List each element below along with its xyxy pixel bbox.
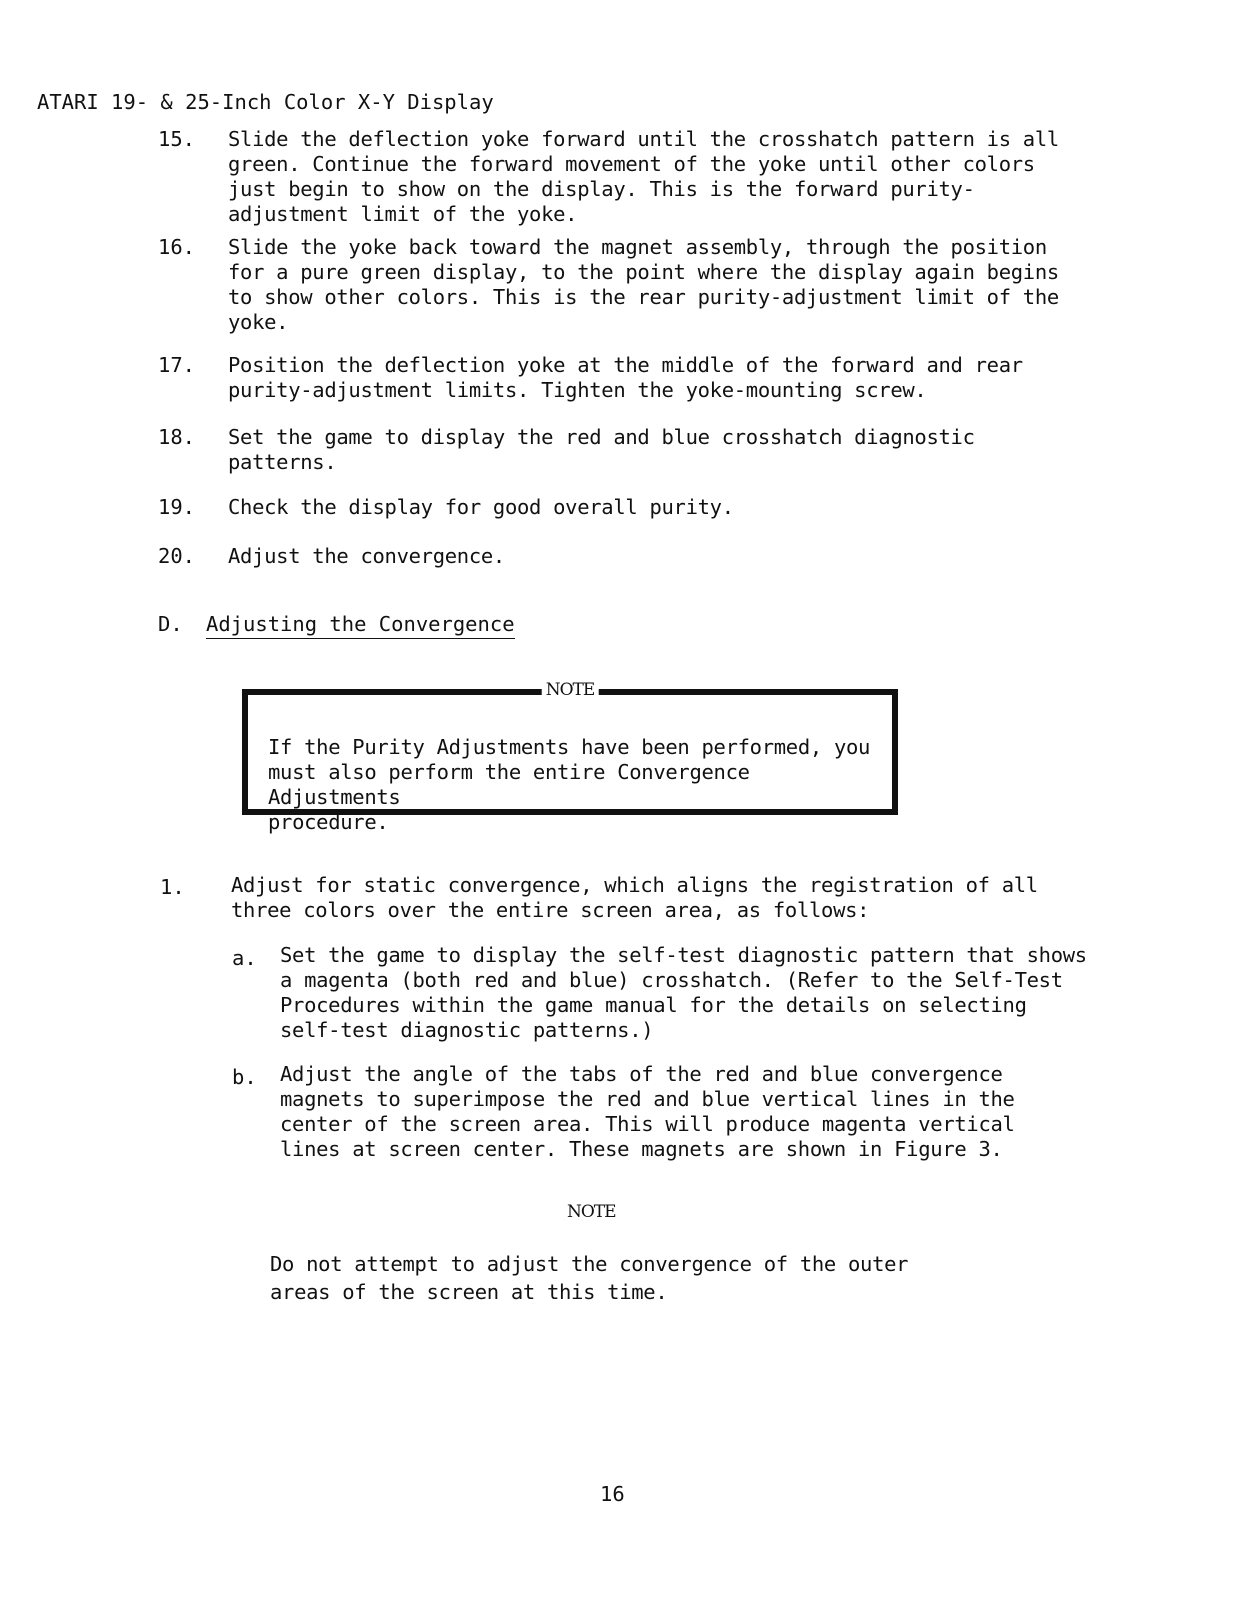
substep-letter: a. xyxy=(232,946,257,970)
page-header: ATARI 19- & 25-Inch Color X-Y Display xyxy=(37,90,494,114)
note-box-title: NOTE xyxy=(542,679,599,701)
step-text: Set the game to display the red and blue crosshatch diagnostic patterns. xyxy=(228,425,975,474)
section-letter: D. xyxy=(158,612,183,636)
step-number: 16. xyxy=(158,235,196,259)
substep-text: Adjust the angle of the tabs of the red and blue convergence magnets to superimpose the red and blue vertical lines in the center of the screen area. This will produce magenta vertical lines at screen center. These magnets are shown in Figure 3. xyxy=(280,1062,1015,1161)
procedure-text: Adjust for static convergence, which aligns the registration of all three colors over the entire screen area, as follows: xyxy=(231,873,1038,922)
step-text: Adjust the convergence. xyxy=(228,544,505,568)
step-number: 17. xyxy=(158,353,196,377)
section-title: Adjusting the Convergence xyxy=(206,612,515,639)
note-text: Do not attempt to adjust the convergence of the outer areas of the screen at this time. xyxy=(270,1252,909,1304)
substep-text: Set the game to display the self-test diagnostic pattern that shows a magenta (both red and blue) crosshatch. (Refer to the Self-Test Procedures within the game manual for the details on selecting self-test diagnostic patterns.) xyxy=(280,943,1087,1042)
step-text: Slide the deflection yoke forward until the crosshatch pattern is all green. Continue the forward movement of the yoke until other colors just begin to show on the display. This is the forward purity- adjustment limit of the yoke. xyxy=(228,127,1059,226)
step-number: 19. xyxy=(158,495,196,519)
note-heading: NOTE xyxy=(567,1202,616,1222)
substep-letter: b. xyxy=(232,1065,257,1089)
procedure-number: 1. xyxy=(160,875,185,899)
step-number: 18. xyxy=(158,425,196,449)
page-number: 16 xyxy=(600,1482,625,1506)
step-number: 20. xyxy=(158,544,196,568)
step-text: Check the display for good overall purity. xyxy=(228,495,734,519)
step-text: Position the deflection yoke at the middle of the forward and rear purity-adjustment limits. Tighten the yoke-mounting screw. xyxy=(228,353,1023,402)
note-box-text: If the Purity Adjustments have been performed, you must also perform the entire Convergence Adjustments procedure. xyxy=(268,735,871,834)
step-text: Slide the yoke back toward the magnet assembly, through the position for a pure green display, to the point where the display again begins to show other colors. This is the rear purity-adjustment limit of the yoke. xyxy=(228,235,1059,334)
step-number: 15. xyxy=(158,127,196,151)
note-box xyxy=(242,680,898,834)
